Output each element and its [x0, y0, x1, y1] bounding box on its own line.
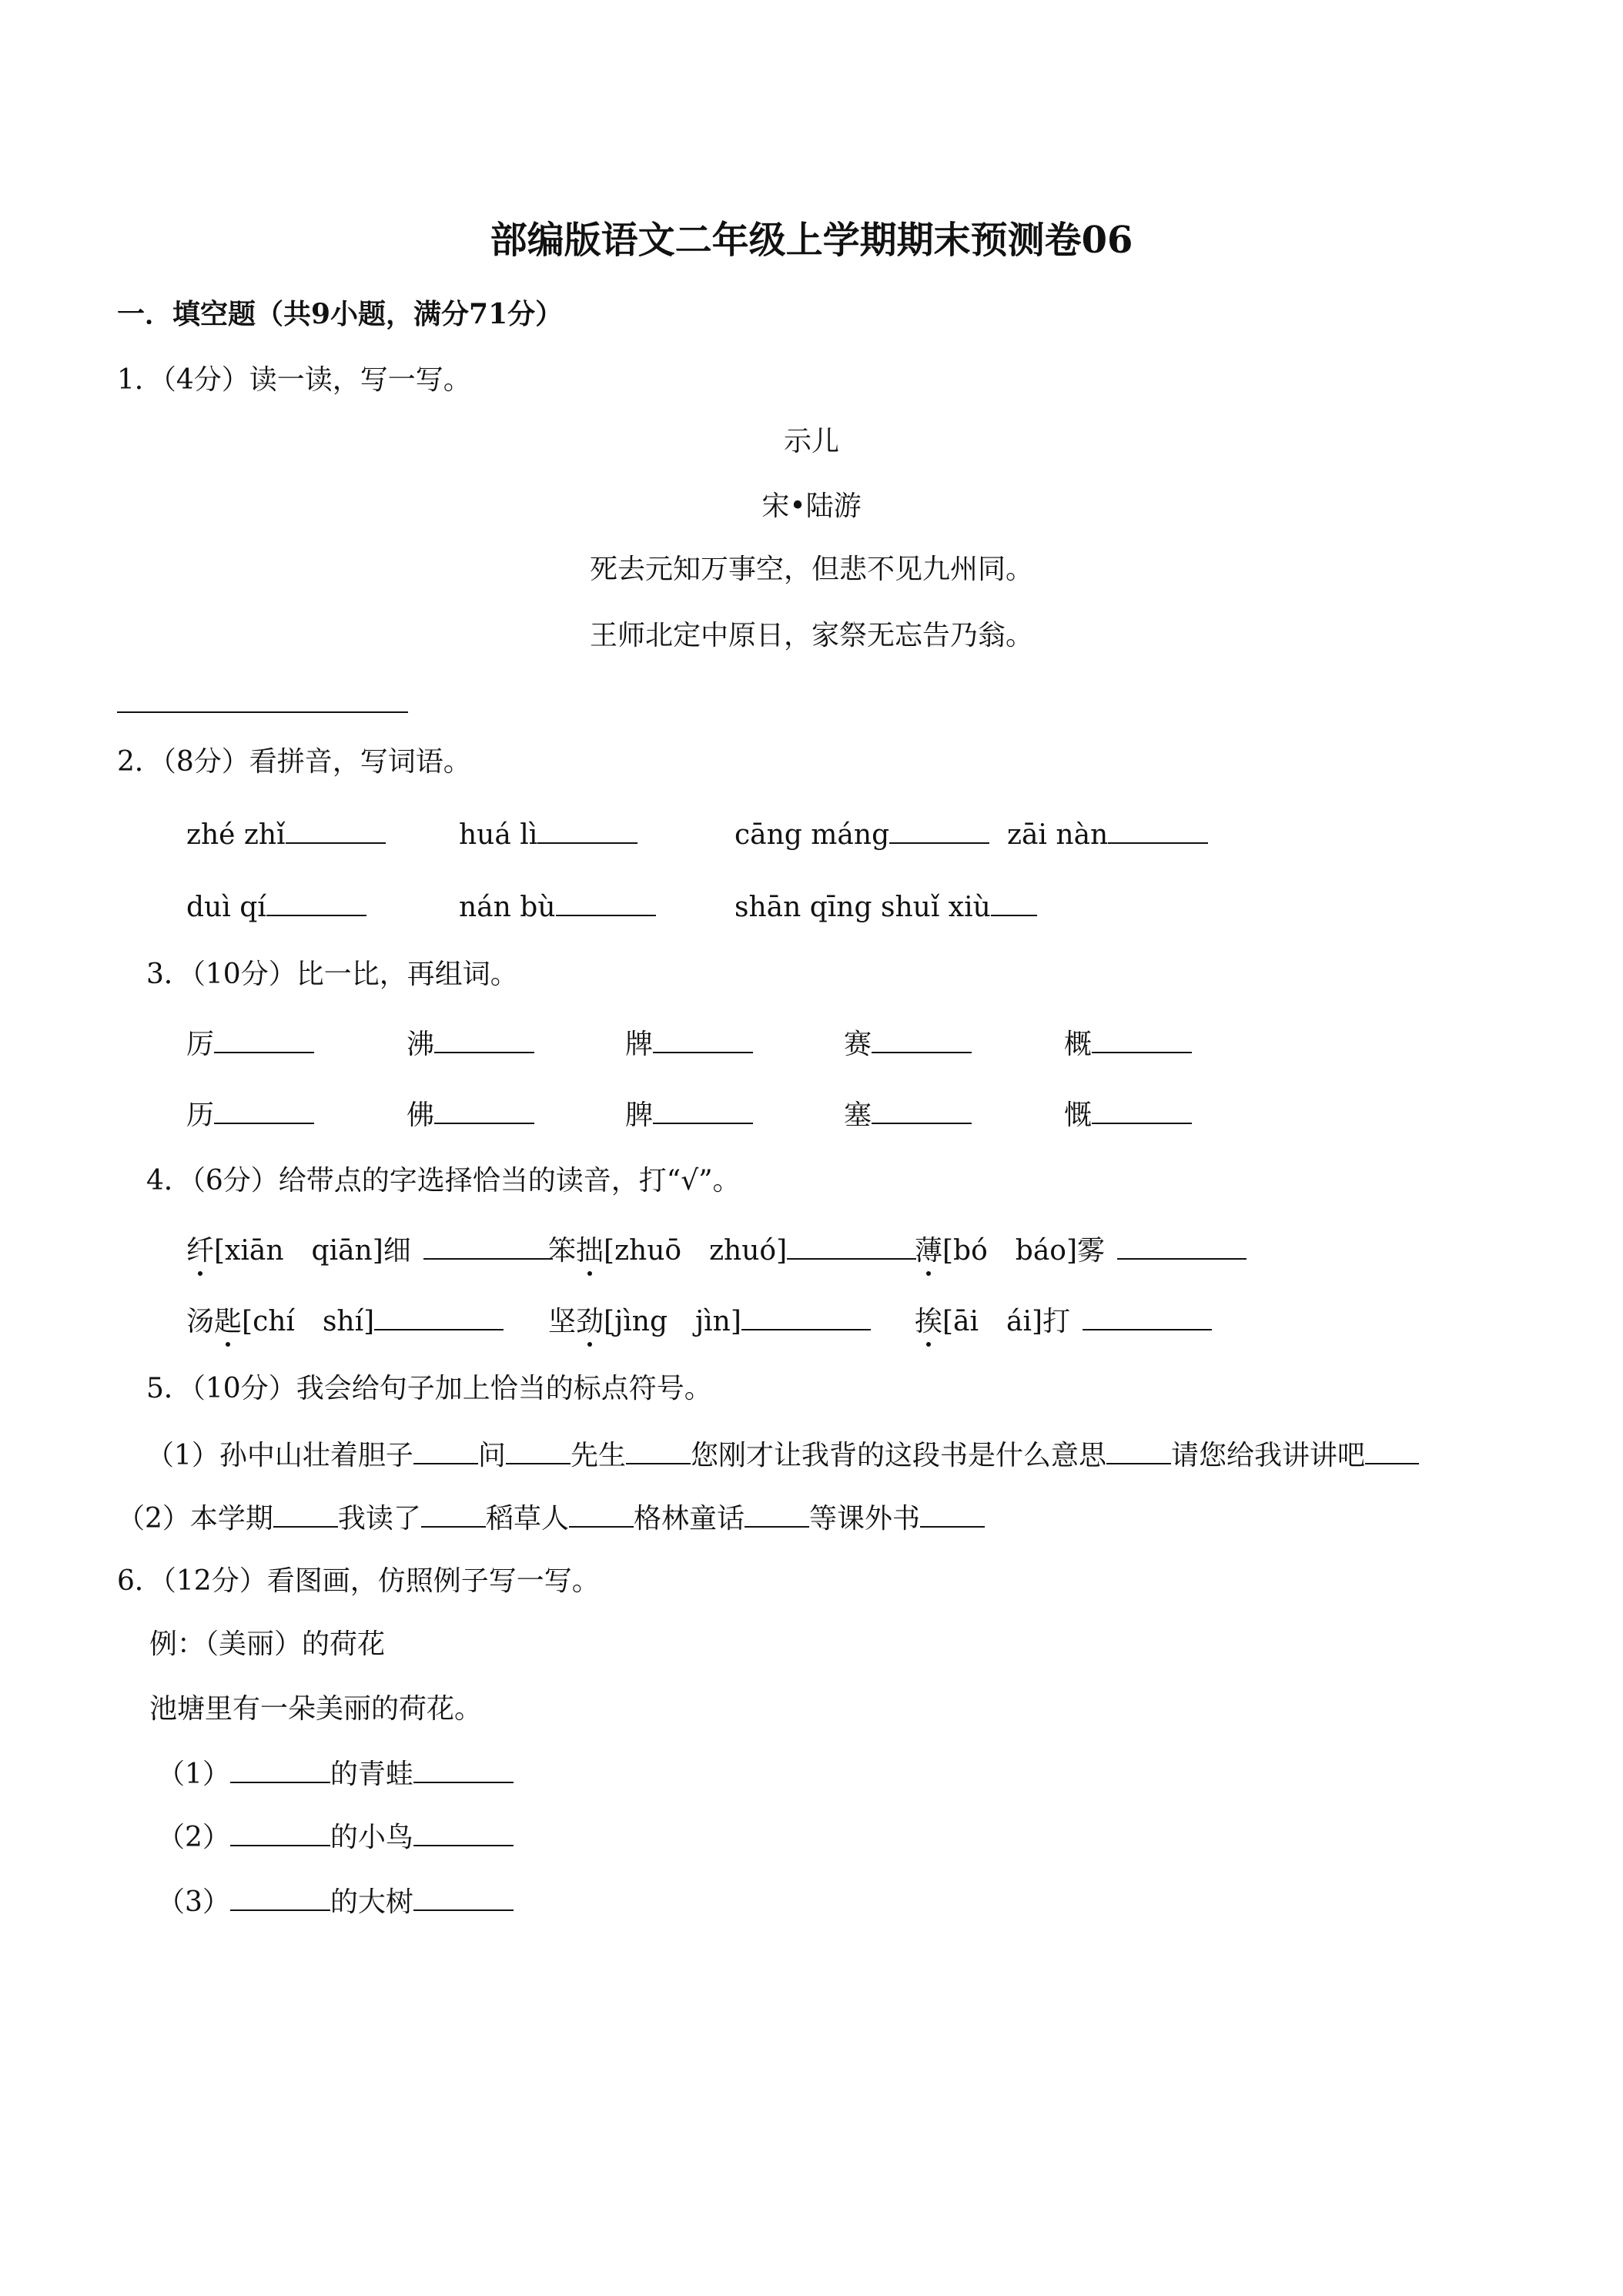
answer-blank[interactable]: [787, 1232, 916, 1260]
pinyin-item: zāi nàn: [1007, 816, 1208, 852]
answer-blank[interactable]: [1092, 1026, 1192, 1053]
answer-blank[interactable]: [230, 1883, 330, 1911]
section-heading: 一．填空题（共9小题，满分71分）: [117, 298, 564, 330]
answer-blank[interactable]: [991, 889, 1037, 916]
reading-item: 坚劲[jìng jìn]: [548, 1303, 871, 1339]
answer-blank[interactable]: [413, 1755, 514, 1783]
char-item: 赛: [844, 1026, 972, 1062]
write-item: （2） 的小鸟: [157, 1819, 514, 1855]
question-4-stem: 4．（6分）给带点的字选择恰当的读音，打“√”。: [146, 1165, 741, 1197]
reading-item: 挨[āi ái]打: [915, 1303, 1212, 1339]
char-item: 慨: [1064, 1096, 1192, 1133]
answer-blank[interactable]: [556, 889, 656, 916]
answer-line[interactable]: [117, 711, 408, 713]
char-item: 塞: [844, 1096, 972, 1133]
char-item: 厉: [186, 1026, 314, 1062]
char-item: 脾: [625, 1096, 753, 1133]
pinyin-item: duì qí: [186, 889, 366, 925]
question-2-stem: 2．（8分）看拼音，写词语。: [117, 746, 471, 778]
answer-blank[interactable]: [230, 1755, 330, 1783]
example-sentence: 池塘里有一朵美丽的荷花。: [149, 1693, 483, 1725]
reading-item: 薄[bó báo]雾: [915, 1232, 1247, 1268]
dotted-char: 拙: [576, 1235, 604, 1267]
answer-blank[interactable]: [889, 816, 989, 844]
question-6-stem: 6．（12分）看图画，仿照例子写一写。: [117, 1565, 600, 1597]
answer-blank[interactable]: [374, 1303, 504, 1330]
answer-blank[interactable]: [1108, 816, 1208, 844]
dotted-char: 薄: [915, 1235, 943, 1267]
answer-blank[interactable]: [537, 816, 637, 844]
answer-blank[interactable]: [266, 889, 366, 916]
answer-blank[interactable]: [1083, 1303, 1212, 1330]
answer-blank[interactable]: [230, 1819, 330, 1846]
answer-blank[interactable]: [1106, 1437, 1171, 1464]
answer-blank[interactable]: [920, 1500, 985, 1528]
poem-line-2: 王师北定中原日，家祭无忘告乃翁。: [589, 620, 1033, 651]
poem-author: 宋•陆游: [761, 490, 862, 522]
reading-item: 纤[xiān qiān]细: [186, 1232, 553, 1268]
answer-blank[interactable]: [413, 1819, 514, 1846]
dotted-char: 匙: [214, 1306, 243, 1337]
char-item: 牌: [625, 1026, 753, 1062]
char-item: 佛: [407, 1096, 534, 1133]
answer-blank[interactable]: [872, 1096, 972, 1124]
punctuation-sentence-1: （1）孙中山壮着胆子 问 先生 您刚才让我背的这段书是什么意思 请您给我讲讲吧: [146, 1437, 1419, 1473]
reading-item: 汤匙[chí shí]: [186, 1303, 504, 1339]
answer-blank[interactable]: [741, 1303, 871, 1330]
write-item: （1） 的青蛙: [157, 1755, 514, 1792]
write-item: （3） 的大树: [157, 1883, 514, 1919]
answer-blank[interactable]: [653, 1096, 753, 1124]
pinyin-item: zhé zhǐ: [186, 816, 386, 852]
answer-blank[interactable]: [653, 1026, 753, 1053]
answer-blank[interactable]: [421, 1500, 486, 1528]
example-label: 例：（美丽）的荷花: [149, 1628, 386, 1660]
char-item: 沸: [407, 1026, 534, 1062]
dotted-char: 挨: [915, 1306, 943, 1337]
answer-blank[interactable]: [1117, 1232, 1247, 1260]
char-item: 概: [1064, 1026, 1192, 1062]
answer-blank[interactable]: [413, 1437, 478, 1464]
answer-blank[interactable]: [1365, 1437, 1419, 1464]
question-5-stem: 5．（10分）我会给句子加上恰当的标点符号。: [146, 1373, 712, 1404]
punctuation-sentence-2: （2）本学期 我读了 稻草人 格林童话 等课外书: [117, 1500, 985, 1536]
page-title: 部编版语文二年级上学期期末预测卷06: [490, 219, 1133, 262]
answer-blank[interactable]: [569, 1500, 634, 1528]
poem-line-1: 死去元知万事空，但悲不见九州同。: [589, 554, 1033, 585]
answer-blank[interactable]: [434, 1026, 534, 1053]
question-3-stem: 3．（10分）比一比，再组词。: [146, 959, 518, 990]
pinyin-item: nán bù: [459, 889, 656, 925]
answer-blank[interactable]: [434, 1096, 534, 1124]
pinyin-item: cāng máng: [735, 816, 989, 852]
answer-blank[interactable]: [626, 1437, 691, 1464]
answer-blank[interactable]: [413, 1883, 514, 1911]
poem-title: 示儿: [783, 426, 839, 457]
dotted-char: 纤: [186, 1235, 215, 1267]
answer-blank[interactable]: [214, 1026, 314, 1053]
char-item: 历: [186, 1096, 314, 1133]
answer-blank[interactable]: [1092, 1096, 1192, 1124]
answer-blank[interactable]: [273, 1500, 338, 1528]
answer-blank[interactable]: [286, 816, 386, 844]
pinyin-item: huá lì: [459, 816, 637, 852]
question-1-stem: 1．（4分）读一读，写一写。: [117, 364, 471, 396]
answer-blank[interactable]: [423, 1232, 553, 1260]
dotted-char: 劲: [576, 1306, 604, 1337]
answer-blank[interactable]: [745, 1500, 809, 1528]
reading-item: 笨拙[zhuō zhuó]: [548, 1232, 916, 1268]
answer-blank[interactable]: [506, 1437, 571, 1464]
answer-blank[interactable]: [872, 1026, 972, 1053]
pinyin-item: shān qīng shuǐ xiù: [735, 889, 1037, 925]
answer-blank[interactable]: [214, 1096, 314, 1124]
